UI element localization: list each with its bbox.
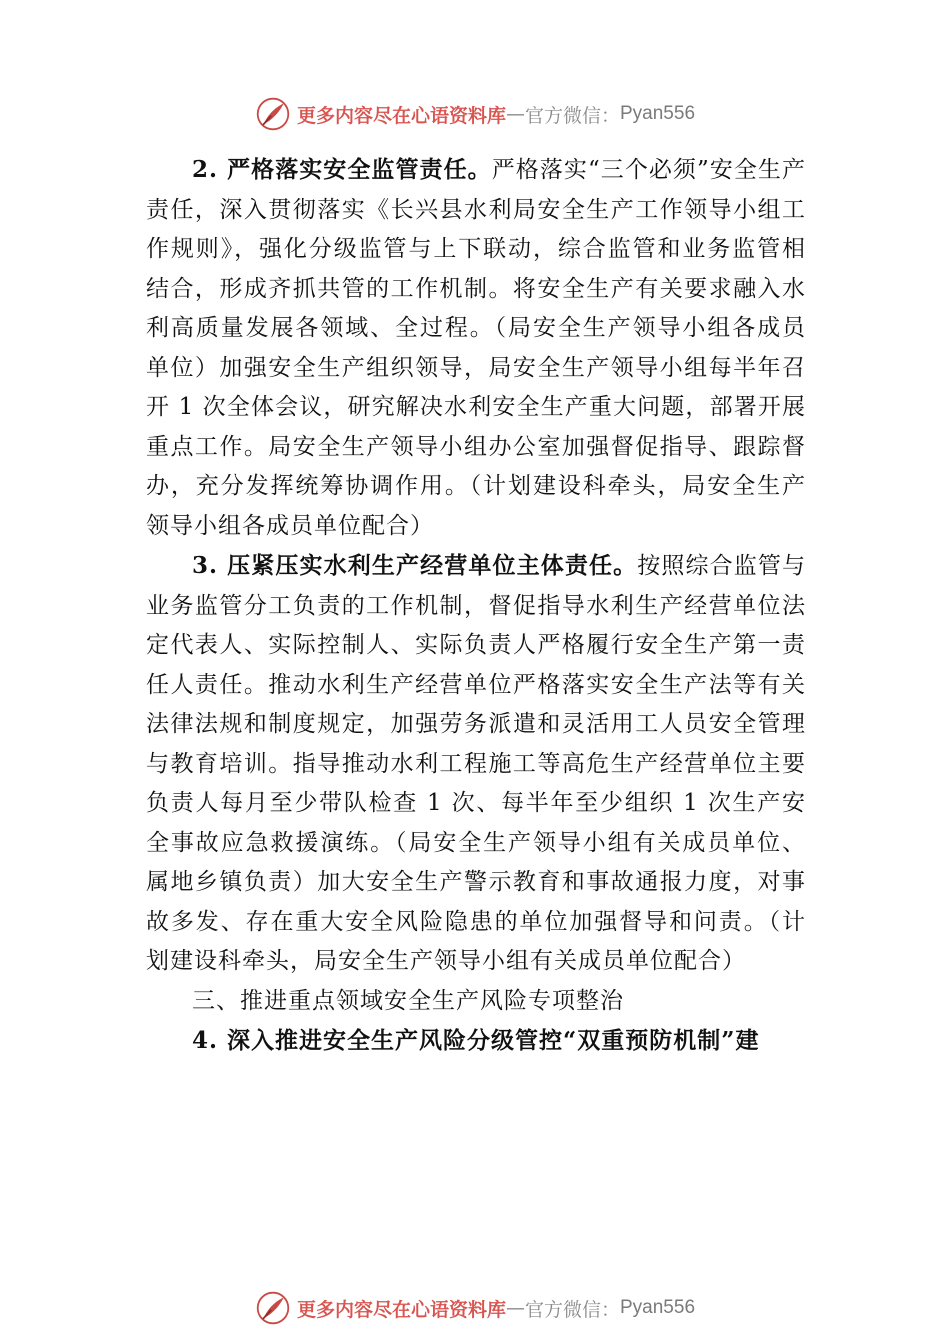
paragraph-item-3 [146,546,806,982]
item-4-lead: 4. 深入推进安全生产风险分级管控“双重预防机制”建 [192,1027,760,1054]
document-body [146,150,806,1061]
watermark-title: 更多内容尽在心语资料库 [296,104,506,127]
feather-pen-logo-icon [255,1290,291,1326]
watermark-label: 官方微信： [524,104,620,127]
item-3-lead: 3. 压紧压实水利生产经营单位主体责任。 [192,552,638,579]
watermark-wechat-id: Pyan556 [620,1297,696,1318]
watermark-title: 更多内容尽在心语资料库 [296,1298,506,1321]
paragraph-item-2 [146,150,806,546]
watermark-label: 官方微信： [524,1298,620,1321]
section-heading-3: 三、推进重点领域安全生产风险专项整治 [192,987,624,1014]
watermark-wechat-id: Pyan556 [620,103,696,124]
watermark-separator: — [505,103,525,125]
item-3-body: 按照综合监管与业务监管分工负责的工作机制，督促指导水利生产经营单位法定代表人、实际控制人、实际负责人严格履行安全生产第一责任人责任。推动水利生产经营单位严格落实安全生产法等有关法律法规和制度规定，加强劳务派遣和灵活用工人员安全管理与教育培训。指导推动水利工程施工等高危生产经营单位主要负责人每月至少带队检查 1 次、每半年至少组织 1 次生产安全事故应急救援演练。（局安全生产领导小组有关成员单位、属地乡镇负责）加大安全生产警示教育和事故通报力度，对事故多发、存在重大安全风险隐患的单位加强督导和问责。（计划建设科牵头，局安全生产领导小组有关成员单位配合） [146,553,806,974]
item-2-body: 严格落实“三个必须”安全生产责任，深入贯彻落实《长兴县水利局安全生产工作领导小组工作规则》，强化分级监管与上下联动，综合监管和业务监管相结合，形成齐抓共管的工作机制。将安全生产有关要求融入水利高质量发展各领域、全过程。（局安全生产领导小组各成员单位）加强安全生产组织领导，局安全生产领导小组每半年召开 1 次全体会议，研究解决水利安全生产重大问题，部署开展重点工作。局安全生产领导小组办公室加强督促指导、跟踪督办，充分发挥统筹协调作用。（计划建设科牵头，局安全生产领导小组各成员单位配合） [146,157,806,539]
feather-pen-logo-icon [255,96,291,132]
watermark-footer [0,1284,950,1332]
watermark-header [0,90,950,138]
watermark-separator: — [505,1297,525,1319]
item-2-lead: 2. 严格落实安全监管责任。 [192,156,492,183]
